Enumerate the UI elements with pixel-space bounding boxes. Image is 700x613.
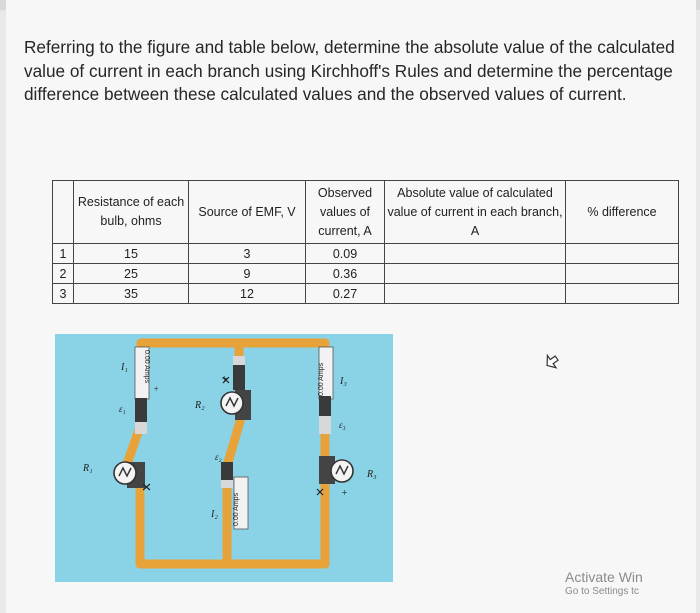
cell-resistance: 25	[74, 264, 189, 284]
activate-windows-watermark	[565, 569, 643, 597]
label-plus-mid: +	[221, 374, 228, 385]
cell-emf: 12	[189, 284, 306, 304]
table-row	[53, 244, 679, 264]
cell-difference[interactable]	[566, 284, 679, 304]
circuit-figure	[55, 334, 393, 582]
label-I2: I₂	[211, 509, 218, 520]
header-difference: % difference	[566, 181, 679, 244]
battery-mid	[233, 356, 245, 390]
cell-resistance: 15	[74, 244, 189, 264]
ammeter-right-label: 0.00 Amps	[318, 362, 325, 396]
watermark-title: Activate Win	[565, 569, 643, 585]
cell-observed: 0.27	[306, 284, 385, 304]
header-resistance: Resistance of each bulb, ohms	[74, 181, 189, 244]
label-plus-left: +	[153, 384, 160, 394]
table-header-row	[53, 181, 679, 244]
header-emf: Source of EMF, V	[189, 181, 306, 244]
label-E1: ε₁	[119, 404, 126, 414]
cell-difference[interactable]	[566, 244, 679, 264]
battery-left	[135, 398, 147, 434]
label-E2: ε₂	[215, 452, 222, 462]
question-text: Referring to the figure and table below, determine the absolute value of the calculated value of current in each branch using Kirchhoff's Rules and determine the percentage difference between these calculated values and the observed values of current.	[24, 37, 675, 104]
cell-emf: 9	[189, 264, 306, 284]
label-plus-right: +	[341, 488, 348, 499]
row-index: 2	[53, 264, 74, 284]
cell-calculated[interactable]	[385, 264, 566, 284]
label-R1: R₁	[83, 463, 93, 474]
table-row	[53, 284, 679, 304]
cell-resistance: 35	[74, 284, 189, 304]
cell-difference[interactable]	[566, 264, 679, 284]
battery-mid-lower	[221, 462, 233, 488]
cell-emf: 3	[189, 244, 306, 264]
watermark-subtitle: Go to Settings tc	[565, 586, 639, 597]
cell-calculated[interactable]	[385, 284, 566, 304]
wire-mid-diag	[227, 418, 241, 466]
label-R2: R₂	[195, 400, 205, 411]
header-observed: Observed values of current, A	[306, 181, 385, 244]
label-R3: R₃	[367, 469, 377, 480]
ammeter-left	[135, 347, 150, 399]
row-index: 3	[53, 284, 74, 304]
hand-cursor-icon	[543, 351, 561, 373]
ammeter-right	[318, 347, 333, 399]
ammeter-left-label: 0.00 Amps	[143, 350, 150, 384]
cell-observed: 0.36	[306, 264, 385, 284]
cell-calculated[interactable]	[385, 244, 566, 264]
table-row	[53, 264, 679, 284]
label-E3: ε₃	[339, 420, 346, 430]
circuit-diagram	[55, 334, 393, 582]
label-I3: I₃	[340, 376, 347, 387]
ammeter-mid-label: 0.00 Amps	[233, 492, 240, 526]
header-calculated: Absolute value of calculated value of current in each branch, A	[385, 181, 566, 244]
row-index: 1	[53, 244, 74, 264]
label-I1: I₁	[121, 362, 128, 373]
battery-right	[319, 396, 331, 434]
header-index	[53, 181, 74, 244]
data-table	[52, 180, 679, 304]
lightbulb-icon	[114, 462, 150, 490]
cell-observed: 0.09	[306, 244, 385, 264]
ammeter-mid	[233, 477, 248, 529]
